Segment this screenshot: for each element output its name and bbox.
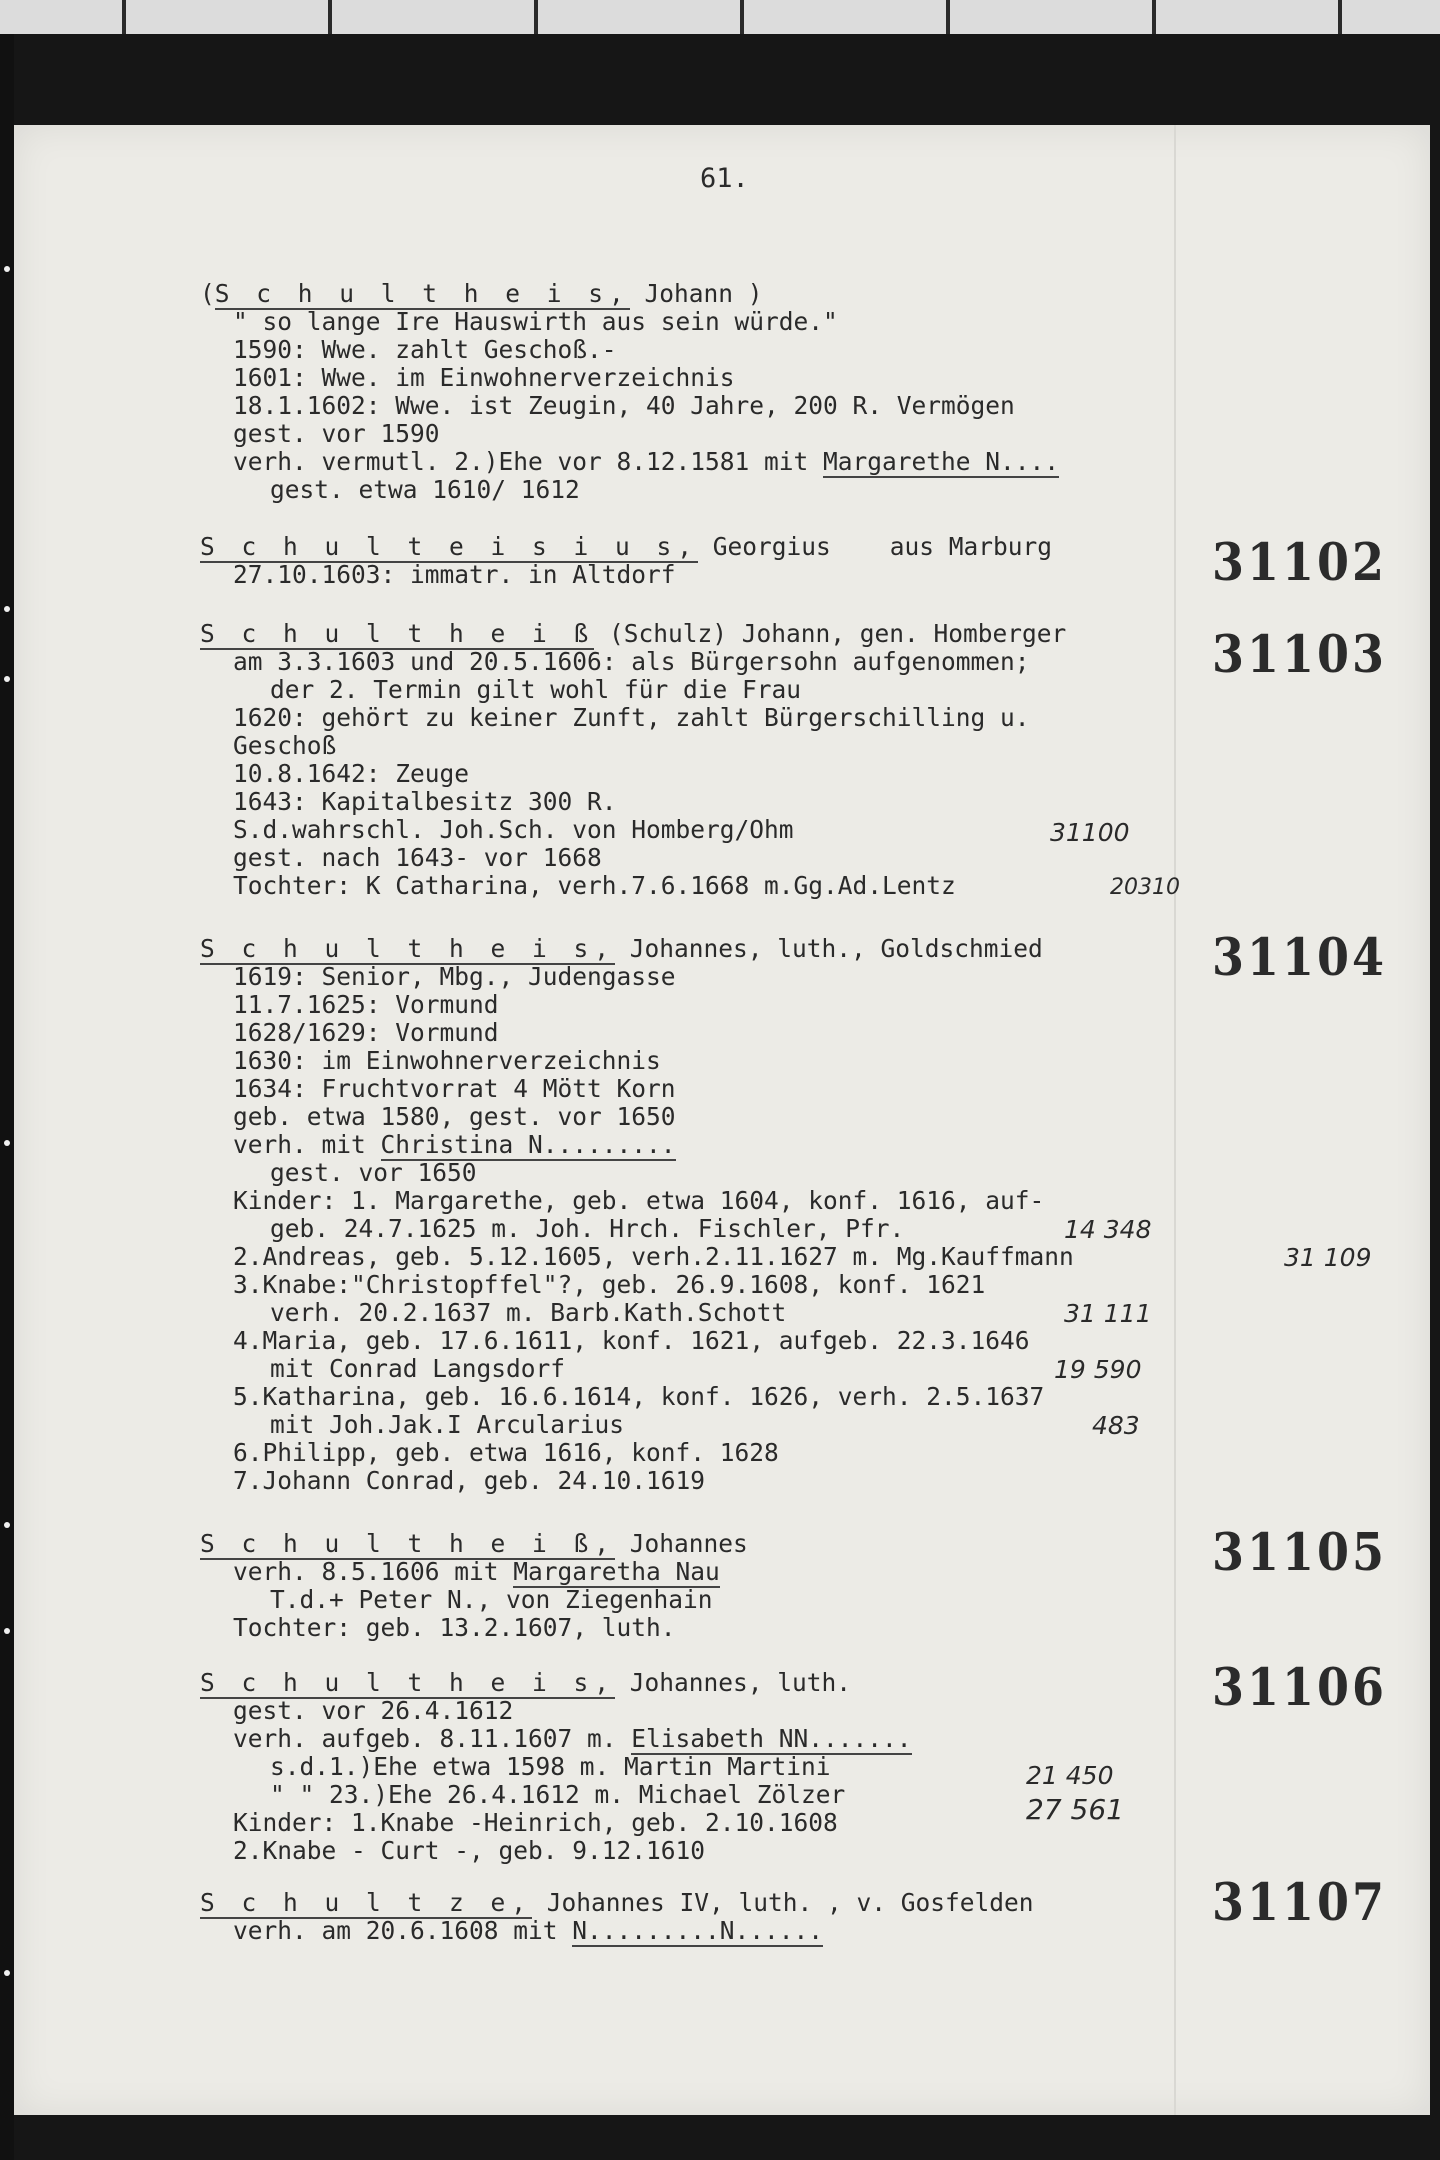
entry-line: 1634: Fruchtvorrat 4 Mött Korn <box>233 1074 676 1103</box>
film-notch <box>740 0 744 34</box>
entry-heading: S c h u l t z e, Johannes IV, luth. , v. Gosfelden <box>200 1888 1034 1917</box>
film-perforation <box>4 1628 10 1634</box>
handwritten-reference: 27 561 <box>1026 1793 1124 1826</box>
surname: S c h u l t h e i s, <box>214 279 630 308</box>
entry-line: Tochter: K Catharina, verh.7.6.1668 m.Gg.Ad.Lentz <box>233 871 956 900</box>
entry-line: T.d.+ Peter N., von Ziegenhain <box>270 1585 713 1614</box>
handwritten-reference: 31 111 <box>1064 1299 1152 1328</box>
entry-line: 1619: Senior, Mbg., Judengasse <box>233 962 676 991</box>
entry-schulteisius-georgius <box>200 533 1052 589</box>
film-notch <box>1152 0 1156 34</box>
handwritten-reference: 483 <box>1092 1411 1140 1440</box>
entry-line: 27.10.1603: immatr. in Altdorf <box>233 560 676 589</box>
film-notch <box>946 0 950 34</box>
entry-heading: S c h u l t h e i s, Johannes, luth., Goldschmied <box>200 934 1043 963</box>
handwritten-reference: 31 109 <box>1284 1243 1372 1272</box>
handwritten-reference: 31100 <box>1050 818 1130 847</box>
entry-line: Tochter: geb. 13.2.1607, luth. <box>233 1613 676 1642</box>
entry-number: 31106 <box>1212 1656 1388 1718</box>
entry-line: verh. 20.2.1637 m. Barb.Kath.Schott <box>270 1298 787 1327</box>
spouse-name: Elisabeth NN....... <box>631 1724 912 1753</box>
surname: S c h u l t z e, <box>200 1888 533 1917</box>
entry-line: gest. etwa 1610/ 1612 <box>270 475 580 504</box>
entry-line: 1590: Wwe. zahlt Geschoß.- <box>233 335 617 364</box>
entry-line: S.d.wahrschl. Joh.Sch. von Homberg/Ohm <box>233 815 794 844</box>
entry-heading: (S c h u l t h e i s, Johann ) <box>200 279 763 308</box>
entry-line: 11.7.1625: Vormund <box>233 990 499 1019</box>
entry-line: gest. nach 1643- vor 1668 <box>233 843 602 872</box>
film-perforation <box>4 676 10 682</box>
entry-line: mit Conrad Langsdorf <box>270 1354 566 1383</box>
entry-number: 31103 <box>1212 623 1388 685</box>
entry-line: s.d.1.)Ehe etwa 1598 m. Martin Martini <box>270 1752 831 1781</box>
entry-line: 1643: Kapitalbesitz 300 R. <box>233 787 617 816</box>
entry-line: 5.Katharina, geb. 16.6.1614, konf. 1626, verh. 2.5.1637 <box>233 1382 1045 1411</box>
entry-line: gest. vor 26.4.1612 <box>233 1696 514 1725</box>
margin-line <box>1174 125 1176 2115</box>
surname: S c h u l t h e i ß <box>200 619 595 648</box>
entry-line: 1630: im Einwohnerverzeichnis <box>233 1046 661 1075</box>
film-perforation <box>4 266 10 272</box>
entry-schultheis-johannes-luth <box>200 1669 912 1865</box>
entry-line: 1628/1629: Vormund <box>233 1018 499 1047</box>
entry-line: 2.Andreas, geb. 5.12.1605, verh.2.11.1627 m. Mg.Kauffmann <box>233 1242 1074 1271</box>
spouse-name: Christina N......... <box>380 1130 676 1159</box>
entry-line: geb. etwa 1580, gest. vor 1650 <box>233 1102 676 1131</box>
entry-line: Geschoß <box>233 731 337 760</box>
entry-line: geb. 24.7.1625 m. Joh. Hrch. Fischler, Pfr. <box>270 1214 905 1243</box>
handwritten-reference: 14 348 <box>1064 1215 1152 1244</box>
film-perforation <box>4 1140 10 1146</box>
film-notch <box>328 0 332 34</box>
film-perforation <box>4 1522 10 1528</box>
entry-line: 3.Knabe:"Christopffel"?, geb. 26.9.1608, konf. 1621 <box>233 1270 986 1299</box>
entry-line: verh. aufgeb. 8.11.1607 m. Elisabeth NN....... <box>233 1724 912 1753</box>
entry-line: 6.Philipp, geb. etwa 1616, konf. 1628 <box>233 1438 779 1467</box>
entry-number: 31104 <box>1212 926 1388 988</box>
entry-line: 4.Maria, geb. 17.6.1611, konf. 1621, aufgeb. 22.3.1646 <box>233 1326 1030 1355</box>
entry-line: " so lange Ire Hauswirth aus sein würde." <box>233 307 838 336</box>
handwritten-reference: 20310 <box>1110 875 1180 900</box>
film-notch <box>122 0 126 34</box>
entry-line: 1620: gehört zu keiner Zunft, zahlt Bürgerschilling u. <box>233 703 1030 732</box>
entry-line: verh. am 20.6.1608 mit N.........N...... <box>233 1916 824 1945</box>
film-edge <box>0 34 14 2160</box>
entry-line: " " 23.)Ehe 26.4.1612 m. Michael Zölzer <box>270 1780 846 1809</box>
spouse-name: Margarethe N.... <box>823 447 1060 476</box>
entry-line: verh. 8.5.1606 mit Margaretha Nau <box>233 1557 720 1586</box>
entry-heading: S c h u l t h e i ß, Johannes <box>200 1529 748 1558</box>
entry-number: 31102 <box>1212 531 1388 593</box>
entry-schultheis-johannes-goldschmied <box>200 935 1074 1495</box>
entry-schultheiss-johann-homberger <box>200 620 1066 900</box>
entry-line: 1601: Wwe. im Einwohnerverzeichnis <box>233 363 735 392</box>
entry-line: verh. mit Christina N......... <box>233 1130 676 1159</box>
handwritten-reference: 19 590 <box>1054 1355 1142 1384</box>
entry-line: 10.8.1642: Zeuge <box>233 759 470 788</box>
entry-line: Kinder: 1.Knabe -Heinrich, geb. 2.10.1608 <box>233 1808 838 1837</box>
entry-schultheiss-johannes-nau <box>200 1530 748 1642</box>
film-notch <box>534 0 538 34</box>
page-number: 61. <box>700 163 749 194</box>
entry-line: gest. vor 1650 <box>270 1158 477 1187</box>
spouse-name: N.........N...... <box>572 1916 824 1945</box>
entry-line: am 3.3.1603 und 20.5.1606: als Bürgersohn aufgenommen; <box>233 647 1030 676</box>
surname: S c h u l t h e i s, <box>200 934 616 963</box>
handwritten-reference: 21 450 <box>1026 1761 1114 1790</box>
entry-line: Kinder: 1. Margarethe, geb. etwa 1604, konf. 1616, auf- <box>233 1186 1045 1215</box>
entry-line: gest. vor 1590 <box>233 419 440 448</box>
document-page <box>14 125 1430 2115</box>
film-strip <box>0 0 1440 34</box>
entry-number: 31105 <box>1212 1521 1388 1583</box>
entry-schultheis-johann <box>200 280 1059 504</box>
film-perforation <box>4 606 10 612</box>
entry-number: 31107 <box>1212 1871 1388 1933</box>
spouse-name: Margaretha Nau <box>513 1557 720 1586</box>
entry-line: der 2. Termin gilt wohl für die Frau <box>270 675 802 704</box>
entry-heading: S c h u l t h e i s, Johannes, luth. <box>200 1668 852 1697</box>
entry-heading: S c h u l t h e i ß (Schulz) Johann, gen. Homberger <box>200 619 1067 648</box>
surname: S c h u l t e i s i u s, <box>200 532 699 561</box>
entry-line: mit Joh.Jak.I Arcularius <box>270 1410 625 1439</box>
film-notch <box>1338 0 1342 34</box>
surname: S c h u l t h e i ß, <box>200 1529 616 1558</box>
entry-line: 7.Johann Conrad, geb. 24.10.1619 <box>233 1466 706 1495</box>
entry-line: 18.1.1602: Wwe. ist Zeugin, 40 Jahre, 200 R. Vermögen <box>233 391 1015 420</box>
entry-line: 2.Knabe - Curt -, geb. 9.12.1610 <box>233 1836 706 1865</box>
entry-line: verh. vermutl. 2.)Ehe vor 8.12.1581 mit Margarethe N.... <box>233 447 1060 476</box>
surname: S c h u l t h e i s, <box>200 1668 616 1697</box>
entry-heading: S c h u l t e i s i u s, Georgius aus Marburg <box>200 532 1053 561</box>
film-perforation <box>4 1970 10 1976</box>
entry-schultze-johannes <box>200 1889 1034 1945</box>
